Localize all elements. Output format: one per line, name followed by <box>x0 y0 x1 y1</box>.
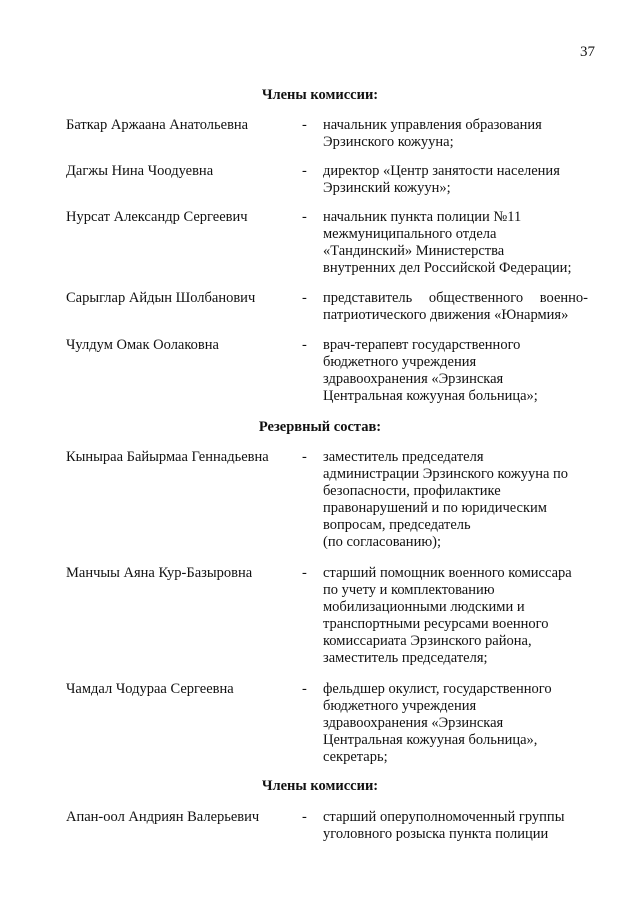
role-line: фельдшер окулист, государственного <box>323 681 552 697</box>
role-line: начальник управления образования <box>323 117 542 133</box>
role-line: правонарушений и по юридическим <box>323 500 547 516</box>
member-role <box>323 163 593 197</box>
dash-separator: - <box>302 290 307 306</box>
role-line: заместитель председателя; <box>323 650 488 666</box>
member-name: Чамдал Чодураа Сергеевна <box>66 681 234 697</box>
role-line: «Тандинский» Министерства <box>323 243 505 259</box>
member-name: Чулдум Омак Оолаковна <box>66 337 219 353</box>
role-line: безопасности, профилактике <box>323 483 501 499</box>
role-word: общественного <box>428 290 524 306</box>
member-role <box>323 565 593 667</box>
role-word: военно- <box>539 290 588 306</box>
member-name: Баткар Аржаана Анатольевна <box>66 117 249 133</box>
member-name: Дагжы Нина Чоодуевна <box>66 163 214 179</box>
role-line: Эрзинский кожуун»; <box>323 180 451 196</box>
member-role <box>323 809 593 843</box>
role-line: здравоохранения «Эрзинская <box>323 715 504 731</box>
role-line: Центральная кожууная больница»; <box>323 388 538 404</box>
role-line: по учету и комплектованию <box>323 582 495 598</box>
member-role <box>323 290 593 324</box>
role-line: (по согласованию); <box>323 534 442 550</box>
role-line: секретарь; <box>323 749 388 765</box>
role-line: внутренних дел Российской Федерации; <box>323 260 572 276</box>
member-role <box>323 117 593 151</box>
dash-separator: - <box>302 209 307 225</box>
role-line: Эрзинского кожууна; <box>323 134 454 150</box>
member-role <box>323 681 593 766</box>
section-heading-reserve: Резервный состав: <box>258 419 382 435</box>
member-name: Манчыы Аяна Кур-Базыровна <box>66 565 253 581</box>
role-line-justified <box>323 290 588 307</box>
role-line: старший помощник военного комиссара <box>323 565 572 581</box>
role-word: представитель <box>323 290 413 306</box>
dash-separator: - <box>302 163 307 179</box>
member-role <box>323 209 593 277</box>
member-role <box>323 337 593 405</box>
role-line: здравоохранения «Эрзинская <box>323 371 504 387</box>
member-name: Кыныраа Байырмаа Геннадьевна <box>66 449 269 465</box>
member-name: Нурсат Александр Сергеевич <box>66 209 248 225</box>
member-role <box>323 449 593 551</box>
role-line: межмуниципального отдела <box>323 226 497 242</box>
role-line: начальник пункта полиции №11 <box>323 209 522 225</box>
section-heading-members-2: Члены комиссии: <box>261 778 379 794</box>
dash-separator: - <box>302 337 307 353</box>
dash-separator: - <box>302 117 307 133</box>
dash-separator: - <box>302 565 307 581</box>
dash-separator: - <box>302 449 307 465</box>
member-name: Апан-оол Андриян Валерьевич <box>66 809 260 825</box>
role-line: старший оперуполномоченный группы <box>323 809 565 825</box>
section-heading-members: Члены комиссии: <box>261 87 379 103</box>
role-line: транспортными ресурсами военного <box>323 616 549 632</box>
role-line: заместитель председателя <box>323 449 484 465</box>
role-line: комиссариата Эрзинского района, <box>323 633 532 649</box>
role-line: администрации Эрзинского кожууна по <box>323 466 569 482</box>
role-line: вопросам, председатель <box>323 517 471 533</box>
role-line: врач-терапевт государственного <box>323 337 521 353</box>
dash-separator: - <box>302 809 307 825</box>
role-line: уголовного розыска пункта полиции <box>323 826 549 842</box>
role-line: бюджетного учреждения <box>323 354 477 370</box>
dash-separator: - <box>302 681 307 697</box>
role-line: бюджетного учреждения <box>323 698 477 714</box>
page-number: 37 <box>580 44 595 60</box>
role-line: директор «Центр занятости населения <box>323 163 560 179</box>
role-line: мобилизационными людскими и <box>323 599 525 615</box>
role-line: Центральная кожууная больница», <box>323 732 538 748</box>
role-line: патриотического движения «Юнармия» <box>323 307 569 323</box>
member-name: Сарыглар Айдын Шолбанович <box>66 290 256 306</box>
